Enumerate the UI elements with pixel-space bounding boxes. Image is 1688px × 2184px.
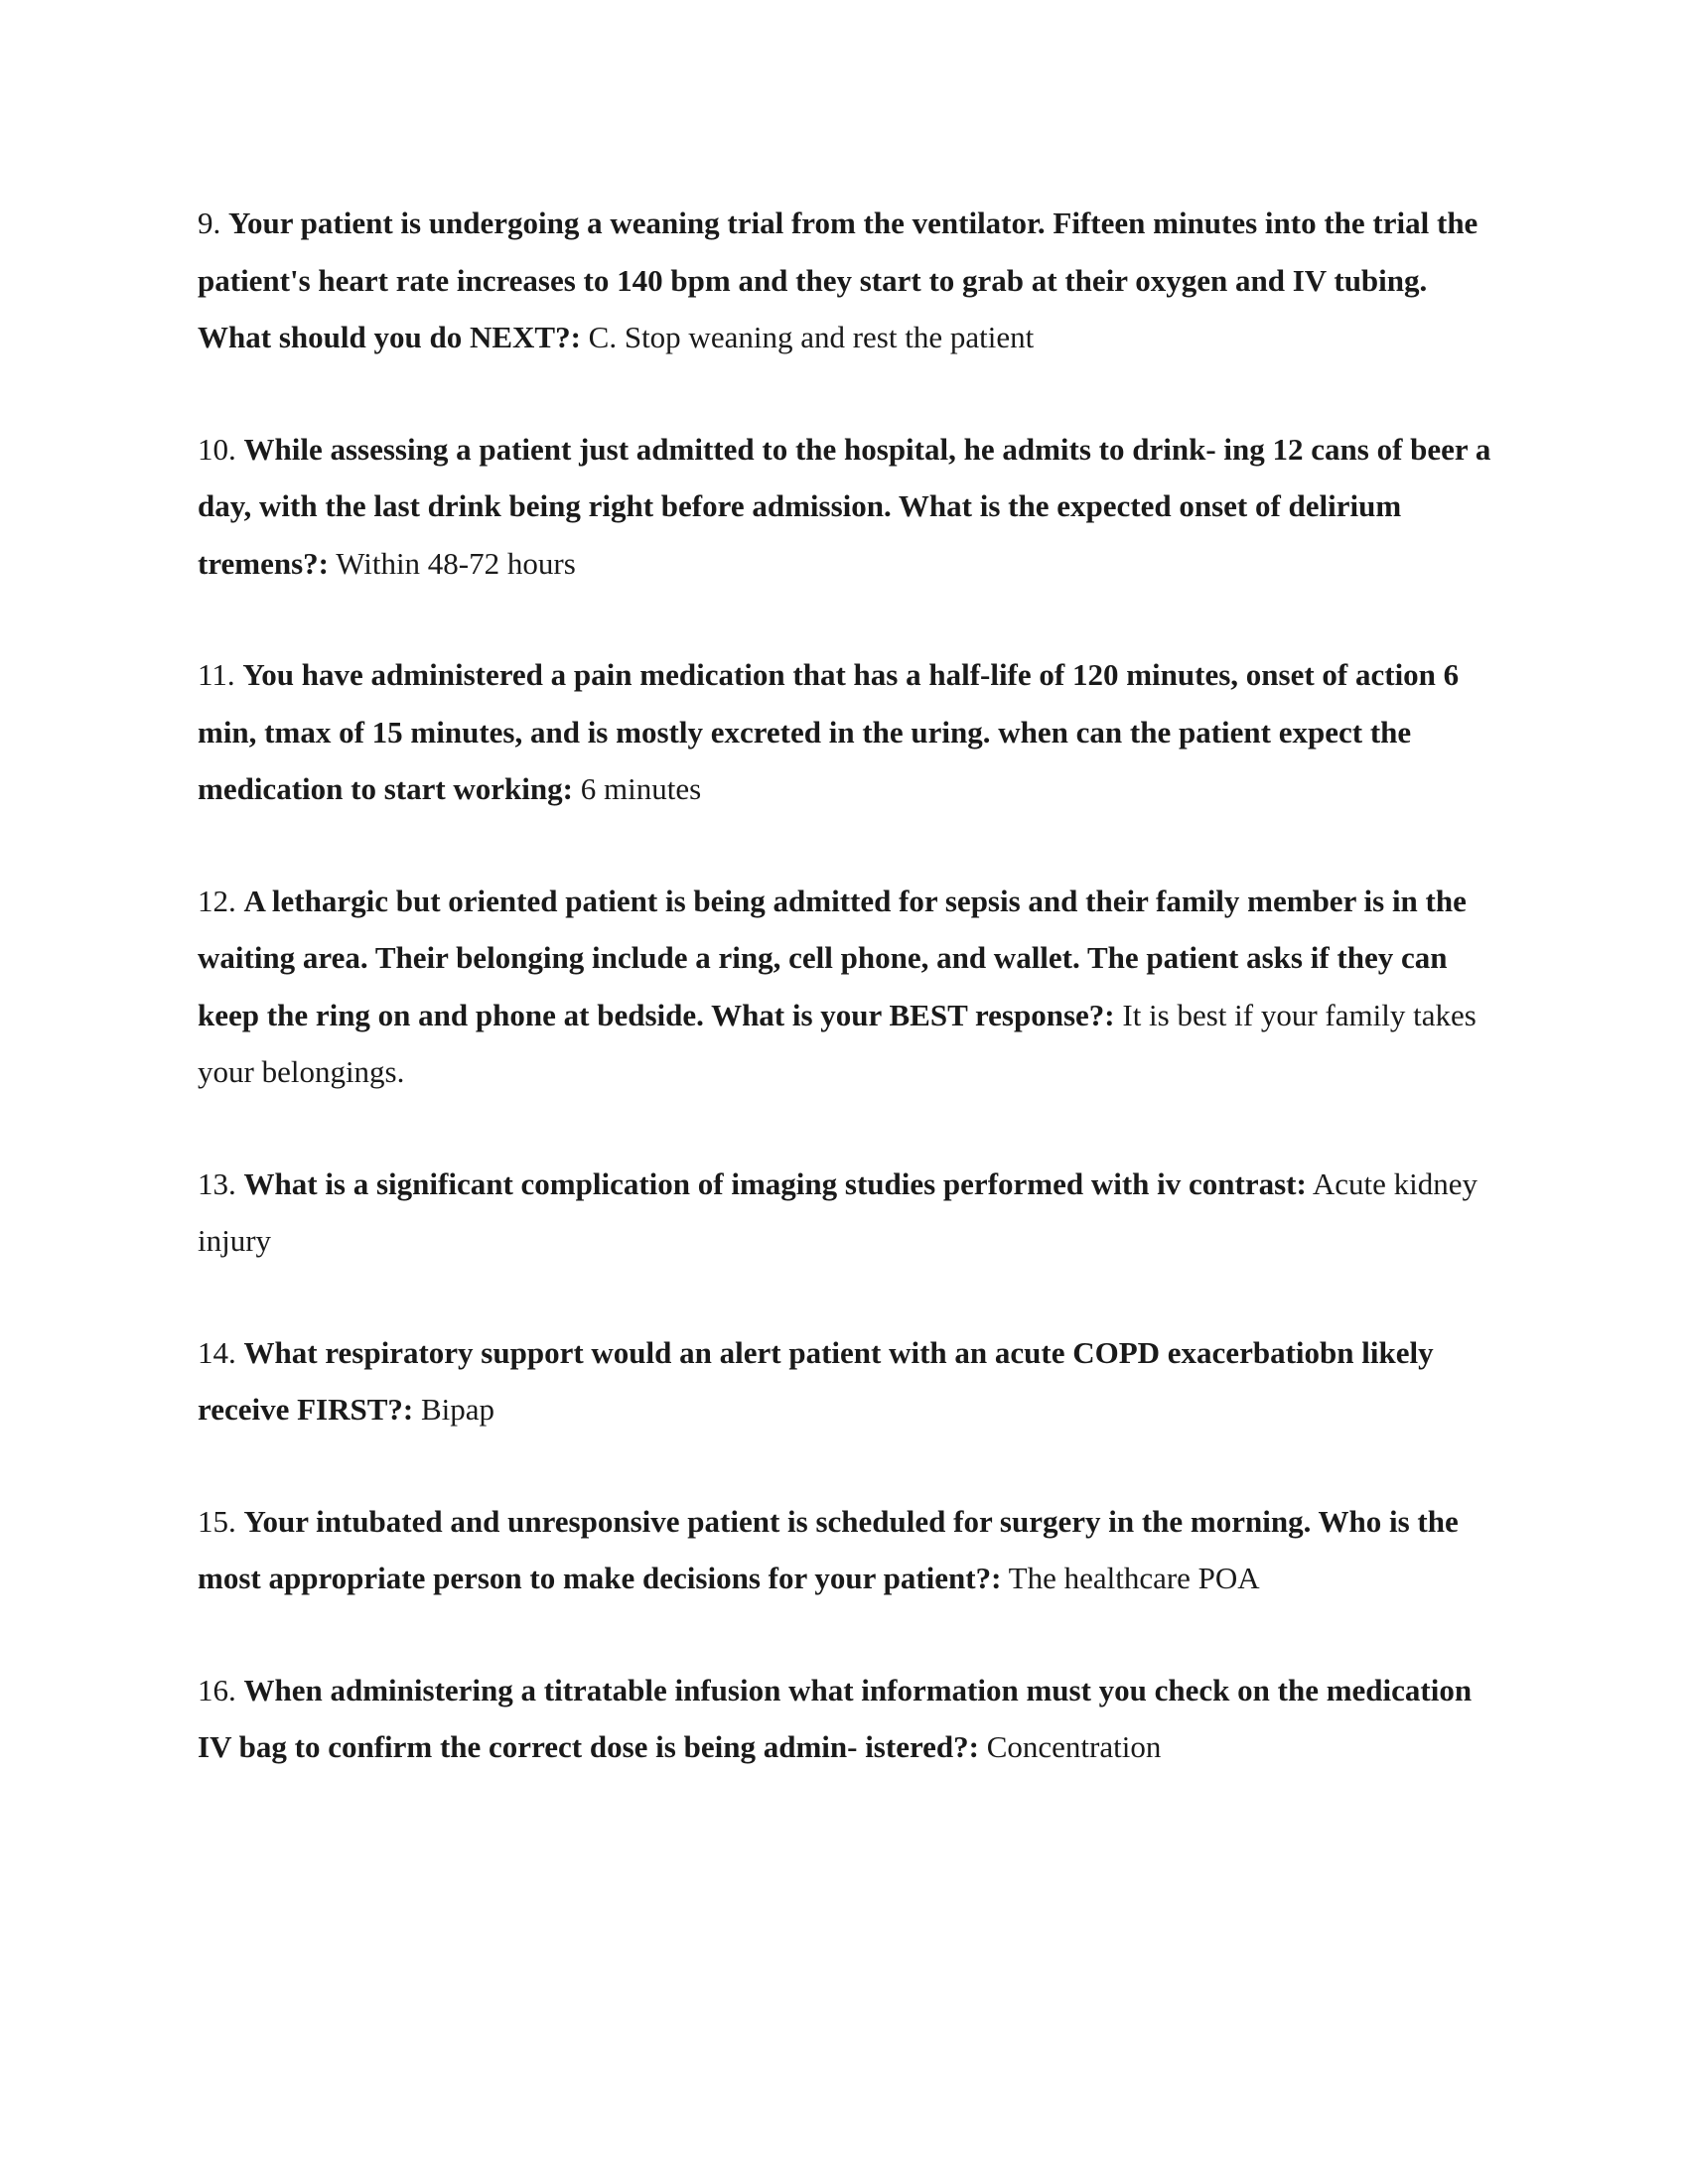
question-item-13 — [198, 1156, 1498, 1270]
answer-text: Bipap — [420, 1392, 495, 1427]
question-item-9 — [198, 195, 1498, 366]
answer-text: C. Stop weaning and rest the patient — [588, 320, 1035, 354]
question-text: When administering a titratable infusion what information must you check on the medication IV bag to confirm the correct dose is being admin- istered?: — [198, 1672, 1473, 1764]
question-text: What is a significant complication of imaging studies performed with iv contrast: — [243, 1165, 1307, 1201]
question-item-14 — [198, 1324, 1498, 1438]
answer-text: The healthcare POA — [1008, 1561, 1260, 1595]
question-number: 15. — [198, 1503, 236, 1539]
question-number: 12. — [198, 883, 236, 918]
question-text: A lethargic but oriented patient is being admitted for sepsis and their family member is in the waiting area. Their belonging include a ring, cell phone, and wallet. The patient asks if they can keep the ring on and phone at bedside. What is your BEST response?: — [198, 883, 1467, 1032]
question-item-10 — [198, 421, 1498, 593]
question-item-16 — [198, 1662, 1498, 1776]
question-item-12 — [198, 873, 1498, 1101]
question-item-15 — [198, 1493, 1498, 1607]
answer-text: Acute kidney injury — [198, 1165, 1478, 1258]
question-number: 11. — [198, 657, 235, 692]
question-number: 16. — [198, 1672, 236, 1707]
answer-text: 6 minutes — [580, 771, 702, 806]
answer-text: Concentration — [986, 1729, 1162, 1764]
question-number: 9. — [198, 205, 221, 240]
document-page — [198, 195, 1498, 1831]
question-text: Your patient is undergoing a weaning trial from the ventilator. Fifteen minutes into the trial the patient's heart rate increases to 140 bpm and they start to grab at their oxygen and IV tubing. What should you do NEXT?: — [198, 205, 1478, 354]
question-number: 13. — [198, 1165, 236, 1201]
answer-text: It is best if your family takes your belongings. — [198, 997, 1477, 1089]
answer-text: Within 48-72 hours — [336, 545, 576, 581]
question-text: What respiratory support would an alert patient with an acute COPD exacerbatiobn likely receive FIRST?: — [198, 1334, 1434, 1427]
question-text: You have administered a pain medication that has a half-life of 120 minutes, onset of action 6 min, tmax of 15 minutes, and is mostly excreted in the uring. when can the patient expect the medication to start working: — [198, 657, 1460, 806]
question-item-11 — [198, 646, 1498, 818]
question-number: 14. — [198, 1334, 236, 1370]
question-text: While assessing a patient just admitted to the hospital, he admits to drink- ing 12 cans of beer a day, with the last drink being right before admission. What is the expected onset of delirium tremens?: — [198, 431, 1491, 581]
question-text: Your intubated and unresponsive patient is scheduled for surgery in the morning. Who is the most appropriate person to make decisions for your patient?: — [198, 1503, 1459, 1595]
question-number: 10. — [198, 431, 236, 467]
